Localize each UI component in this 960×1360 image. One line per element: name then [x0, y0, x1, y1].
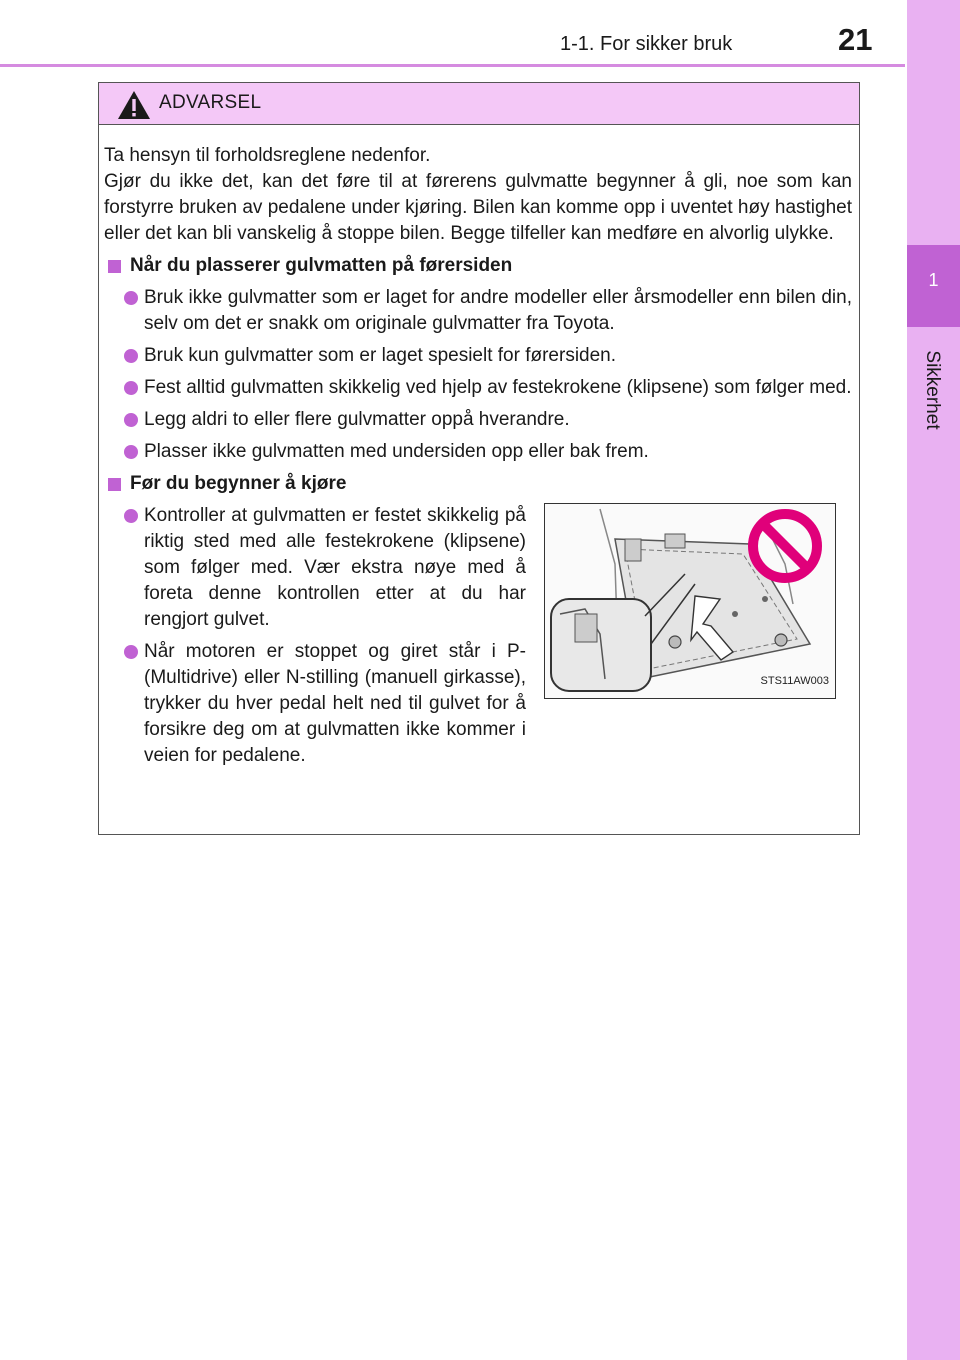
warning-header	[99, 83, 859, 125]
bullet-item	[104, 343, 852, 369]
floor-mat-illustration	[544, 503, 836, 699]
illustration-code: STS11AW003	[760, 675, 829, 687]
section-heading-1-text: Når du plasserer gulvmatten på førersiden	[130, 255, 513, 276]
bottom-area	[104, 497, 852, 767]
section-title: 1-1. For sikker bruk	[560, 33, 733, 55]
warning-box	[98, 82, 860, 835]
bullet-dot-icon	[124, 445, 138, 459]
bullet-text: Fest alltid gulvmatten skikkelig ved hjelp av festekrokene (klipsene) som følger med.	[144, 377, 852, 398]
bullet-text: Bruk ikke gulvmatter som er laget for andre modeller eller årsmodeller enn bilen din, selv om det er snakk om originale gulvmatter fra Toyota.	[144, 287, 852, 334]
bullet-dot-icon	[124, 413, 138, 427]
section-heading-1	[104, 253, 852, 279]
side-tab	[907, 0, 960, 1360]
page-number: 21	[838, 22, 873, 57]
bullet-item	[104, 375, 852, 401]
bullet-item	[104, 639, 526, 769]
bullet-dot-icon	[124, 645, 138, 659]
intro-paragraph: Gjør du ikke det, kan det føre til at førerens gulvmatte begynner å gli, noe som kan forstyrre bruken av pedalene under kjøring. Bilen kan komme opp i uventet høy hastighet eller det kan bli vanskelig å stoppe bilen. Begge tilfeller kan medføre en alvorlig ulykke.	[104, 171, 852, 244]
bullet-text: Plasser ikke gulvmatten med undersiden opp eller bak frem.	[144, 441, 649, 462]
bullet-dot-icon	[124, 509, 138, 523]
chapter-label	[912, 340, 952, 440]
chapter-number: 1	[928, 270, 939, 290]
square-bullet-icon	[108, 260, 121, 273]
bullet-item	[104, 285, 852, 337]
warning-triangle-icon	[117, 90, 151, 120]
chapter-label-text: Sikkerhet	[922, 350, 943, 430]
bullet-item	[104, 503, 526, 633]
section-heading-2	[104, 471, 852, 497]
warning-content	[104, 143, 852, 767]
square-bullet-icon	[108, 478, 121, 491]
bullet-dot-icon	[124, 349, 138, 363]
bullet-text: Bruk kun gulvmatter som er laget spesielt for førersiden.	[144, 345, 617, 366]
bullet-text: Når motoren er stoppet og giret står i P- (Multidrive) eller N-stilling (manuell girkasse), trykker du hver pedal helt ned til gulvet for å forsikre deg om at gulvmatten ikke kommer i veien for pedalene.	[144, 641, 526, 766]
bullet-dot-icon	[124, 381, 138, 395]
bullet-text: Legg aldri to eller flere gulvmatter oppå hverandre.	[144, 409, 570, 430]
bullet-text: Kontroller at gulvmatten er festet skikkelig på riktig sted med alle festekrokene (klipsene) som følger med. Vær ekstra nøye med å foreta denne kontrollen etter at du har rengjort gulvet.	[144, 505, 526, 630]
bullet-item	[104, 439, 852, 465]
bullet-dot-icon	[124, 291, 138, 305]
bullet-item	[104, 407, 852, 433]
warning-title: ADVARSEL	[159, 92, 262, 113]
section-heading-2-text: Før du begynner å kjøre	[130, 473, 347, 494]
intro-line-1: Ta hensyn til forholdsreglene nedenfor.	[104, 145, 431, 166]
bottom-bullets	[104, 497, 526, 769]
header-rule	[0, 64, 905, 67]
